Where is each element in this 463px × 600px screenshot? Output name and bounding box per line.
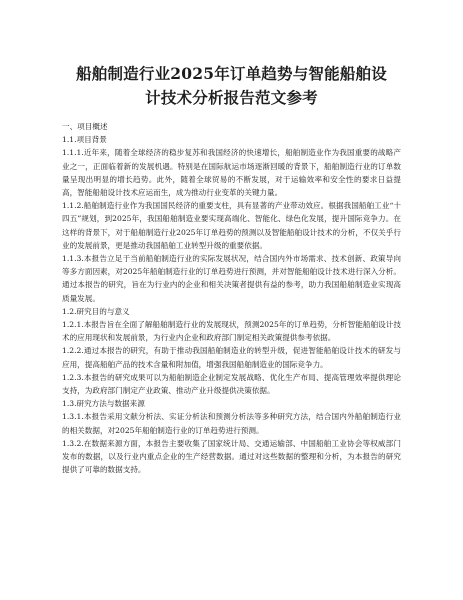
paragraph-1-2-1: 1.2.1.本报告旨在全面了解船舶制造行业的发展现状，预测2025年的订单趋势，分析智能船舶设计技术的应用现状和发展前景，为行业内企业和政府部门制定相关政策提供参考依据。 — [62, 320, 401, 343]
document-title — [62, 62, 401, 110]
document-body — [62, 120, 401, 476]
subsection-heading-methods: 1.3.研究方法与数据来源 — [62, 399, 145, 409]
subsection-heading-background: 1.1.项目背景 — [62, 135, 107, 145]
paragraph-1-3-2: 1.3.2.在数据来源方面，本报告主要收集了国家统计局、交通运输部、中国船舶工业协会等权威部门发布的数据，以及行业内重点企业的生产经营数据。通过对这些数据的整理和分析，为本报告的研究提供了可靠的数据支持。 — [62, 438, 401, 475]
title-line-1: 船舶制造行业2025年订单趋势与智能船舶设 — [76, 64, 387, 83]
subsection-heading-purpose: 1.2.研究目的与意义 — [62, 306, 130, 316]
section-heading: 一、项目概述 — [62, 122, 108, 131]
paragraph-1-1-2: 1.1.2.船舶制造行业作为我国国民经济的重要支柱，具有显著的产业带动效应。根据我国船舶工业“十四五”规划，到2025年，我国船舶制造业要实现高端化、智能化、绿色化发展，提升国际竞争力。在这样的背景下，对于船舶制造行业2025年订单趋势的预测以及智能船舶设计技术的分析，不仅关乎行业的发展前景，更是推动我国船舶工业转型升级的重要依据。 — [62, 201, 401, 250]
paragraph-1-1-1: 1.1.1.近年来，随着全球经济的稳步复苏和我国经济的快速增长，船舶制造业作为我国重要的战略产业之一，正面临着新的发展机遇。特别是在国际航运市场逐渐回暖的背景下，船舶制造行业的订单数量呈现出明显的增长趋势。此外，随着全球贸易的不断发展，对于运输效率和安全性的要求日益提高，智能船舶设计技术应运而生，成为推动行业变革的关键力量。 — [62, 148, 401, 198]
paragraph-1-2-2: 1.2.2.通过本报告的研究，有助于推动我国船舶制造业的转型升级，促进智能船舶设计技术的研发与应用，提高船舶产品的技术含量和附加值，增强我国船舶制造业的国际竞争力。 — [62, 346, 401, 369]
title-line-2: 计技术分析报告范文参考 — [145, 88, 318, 107]
paragraph-1-3-1: 1.3.1.本报告采用文献分析法、实证分析法和预测分析法等多种研究方法，结合国内外船舶制造行业的相关数据，对2025年船舶制造行业的订单趋势进行预测。 — [62, 412, 401, 435]
paragraph-1-2-3: 1.2.3.本报告的研究成果可以为船舶制造企业制定发展战略、优化生产布局、提高管理效率提供理论支持，为政府部门制定产业政策、推动产业升级提供决策依据。 — [62, 372, 401, 396]
paragraph-1-1-3: 1.1.3.本报告立足于当前船舶制造行业的实际发展状况，结合国内外市场需求、技术创新、政策导向等多方面因素，对2025年船舶制造行业的订单趋势进行预测，并对智能船舶设计技术进行深入分析。通过本报告的研究，旨在为行业内的企业和相关决策者提供有益的参考，助力我国船舶制造业实现高质量发展。 — [62, 254, 401, 303]
